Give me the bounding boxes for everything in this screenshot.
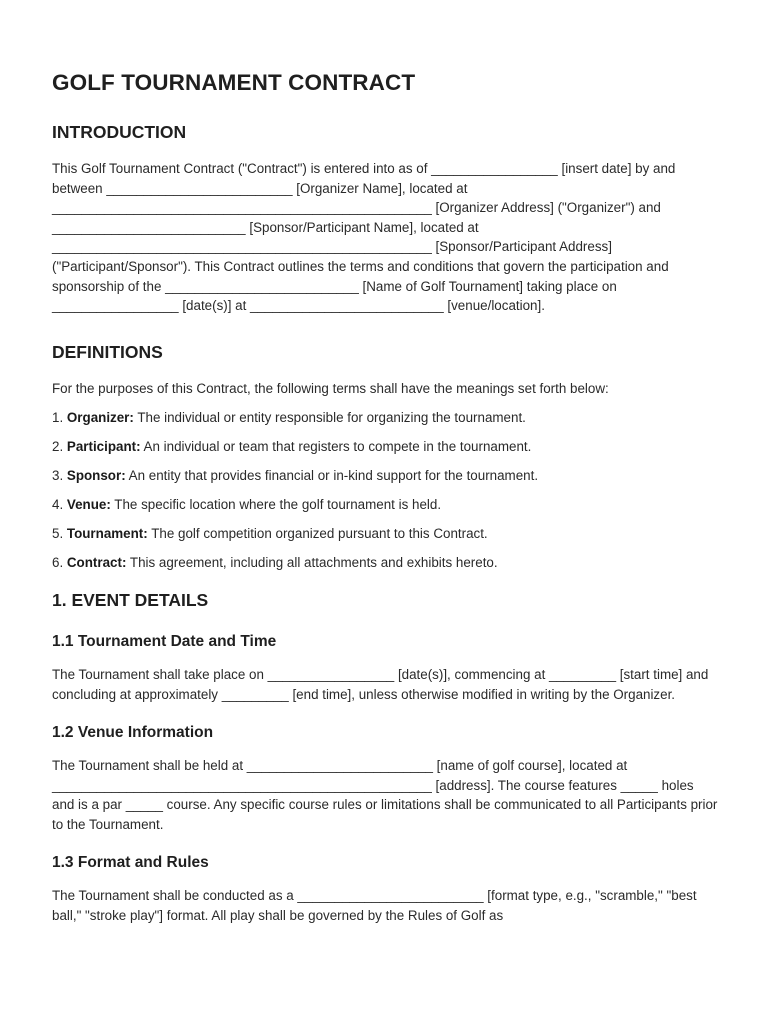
introduction-paragraph: This Golf Tournament Contract ("Contract") is entered into as of _________________ [insert date] by and between _________________________ [Organizer Name], located at ___________________________________________________ [Organizer Address] ("Organizer") and __________________________ [Sponsor/Participant Name], located at ___________________________________________________ [Sponsor/Participant Address] ("Participant/Sponsor"). This Contract outlines the terms and conditions that govern the participation and sponsorship of the __________________________ [Name of Golf Tournament] taking place on _________________ [date(s)] at __________________________ [venue/location].: [52, 161, 676, 314]
subsection-paragraph-format: The Tournament shall be conducted as a _________________________ [format type, e.g., "scramble," "best ball," "stroke play"] format. All play shall be governed by the Rules of Golf as: [52, 888, 697, 924]
subsection-paragraph-venue: The Tournament shall be held at _________________________ [name of golf course], located at ___________________________________________________ [address]. The course features _____ holes and is a par _____ course. Any specific course rules or limitations shall be communicated to all Participants prior to the Tournament.: [52, 758, 718, 832]
definition-item: 2. Participant: An individual or team that registers to compete in the tournament.: [52, 438, 532, 454]
subsection-heading-format: 1.3 Format and Rules: [52, 854, 209, 872]
subsection-heading-date-time: 1.1 Tournament Date and Time: [52, 632, 277, 650]
definition-item: 3. Sponsor: An entity that provides financial or in-kind support for the tournament.: [52, 468, 539, 484]
definition-item: 6. Contract: This agreement, including all attachments and exhibits hereto.: [52, 555, 498, 571]
definition-item: 5. Tournament: The golf competition organized pursuant to this Contract.: [52, 526, 488, 542]
introduction-heading: INTRODUCTION: [52, 122, 187, 142]
event-details-heading: 1. EVENT DETAILS: [52, 589, 209, 610]
definition-term: Participant:: [66, 438, 141, 454]
document-title: GOLF TOURNAMENT CONTRACT: [52, 70, 416, 95]
subsection-heading-venue: 1.2 Venue Information: [52, 724, 214, 742]
definition-item: 4. Venue: The specific location where the golf tournament is held.: [52, 497, 442, 513]
definition-term: Sponsor:: [66, 468, 126, 484]
subsection-paragraph-date-time: The Tournament shall take place on _________________ [date(s)], commencing at _________ [start time] and concluding at approximately _________ [end time], unless otherwise modified in writing by the Organizer.: [52, 666, 709, 702]
definition-term: Organizer:: [66, 409, 134, 425]
definition-term: Contract:: [66, 555, 127, 571]
definitions-intro: For the purposes of this Contract, the following terms shall have the meanings set forth below:: [52, 380, 609, 396]
definitions-heading: DEFINITIONS: [52, 341, 163, 362]
definition-term: Venue:: [66, 497, 111, 513]
definition-term: Tournament:: [66, 526, 148, 542]
definition-item: 1. Organizer: The individual or entity responsible for organizing the tournament.: [52, 409, 526, 425]
